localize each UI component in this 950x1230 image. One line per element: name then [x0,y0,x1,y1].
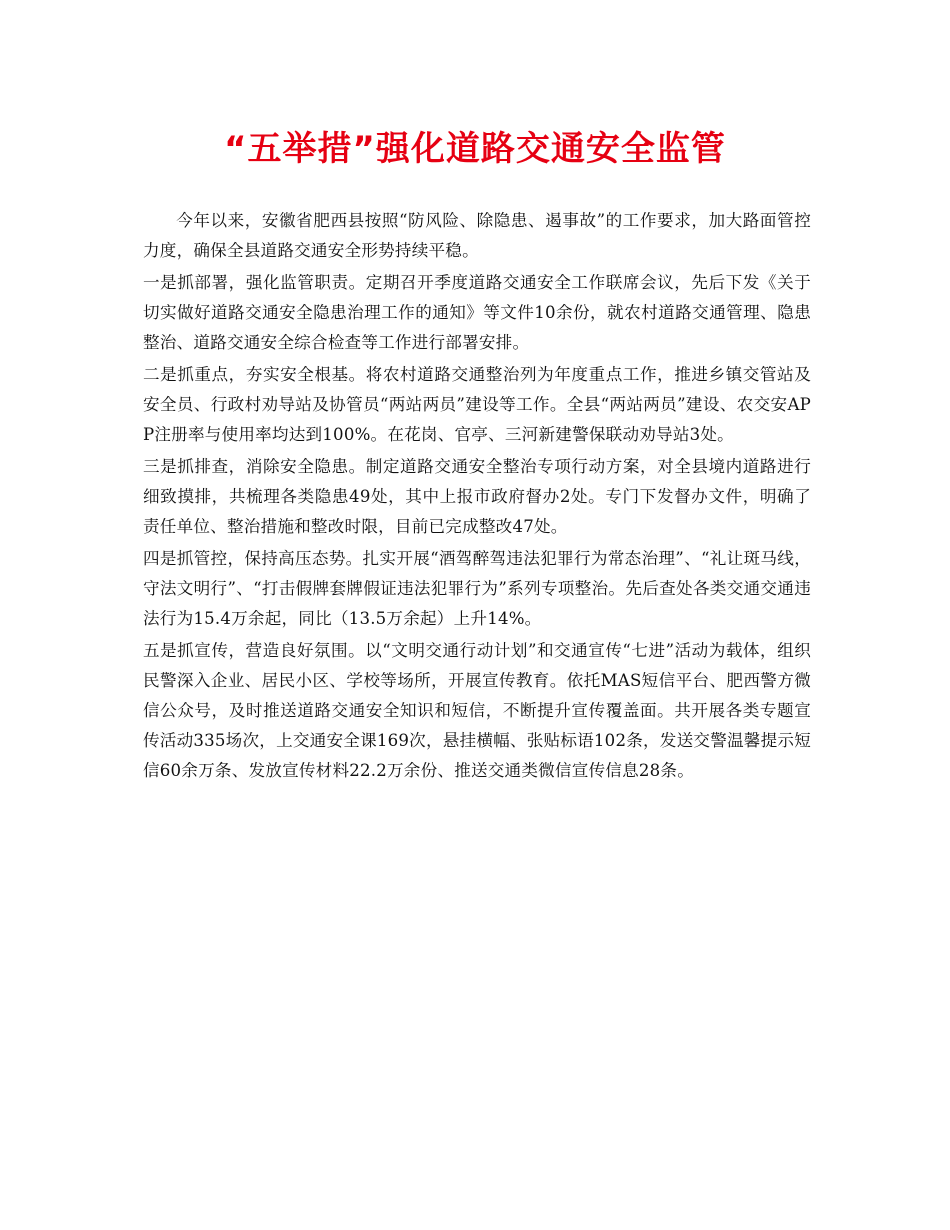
measure-paragraph-2: 二是抓重点，夯实安全根基。将农村道路交通整治列为年度重点工作，推进乡镇交管站及安全员、行政村劝导站及协管员“两站两员”建设等工作。全县“两站两员”建设、农交安APP注册率与使用率均达到100%。在花岗、官亭、三河新建警保联动劝导站3处。 [143,365,811,444]
intro-paragraph: 今年以来，安徽省肥西县按照“防风险、除隐患、遏事故”的工作要求，加大路面管控力度，确保全县道路交通安全形势持续平稳。 [143,211,811,260]
measure-paragraph-3: 三是抓排查，消除安全隐患。制定道路交通安全整治专项行动方案，对全县境内道路进行细致摸排，共梳理各类隐患49处，其中上报市政府督办2处。专门下发督办文件，明确了责任单位、整治措施和整改时限，目前已完成整改47处。 [143,457,811,536]
document-body [143,206,811,786]
measure-paragraph-5: 五是抓宣传，营造良好氛围。以“文明交通行动计划”和交通宣传“七进”活动为载体，组织民警深入企业、居民小区、学校等场所，开展宣传教育。依托MAS短信平台、肥西警方微信公众号，及时推送道路交通安全知识和短信，不断提升宣传覆盖面。共开展各类专题宣传活动335场次，上交通安全课169次，悬挂横幅、张贴标语102条，发送交警温馨提示短信60余万条、发放宣传材料22.2万余份、推送交通类微信宣传信息28条。 [143,641,811,780]
document-title: “五举措”强化道路交通安全监管 [224,129,726,169]
measure-paragraph-4: 四是抓管控，保持高压态势。扎实开展“酒驾醉驾违法犯罪行为常态治理”、“礼让斑马线，守法文明行”、“打击假牌套牌假证违法犯罪行为”系列专项整治。先后查处各类交通交通违法行为15.4万余起，同比（13.5万余起）上升14%。 [143,549,811,628]
measure-paragraph-1: 一是抓部署，强化监管职责。定期召开季度道路交通安全工作联席会议，先后下发《关于切实做好道路交通安全隐患治理工作的通知》等文件10余份，就农村道路交通管理、隐患整治、道路交通安全综合检查等工作进行部署安排。 [143,273,811,352]
